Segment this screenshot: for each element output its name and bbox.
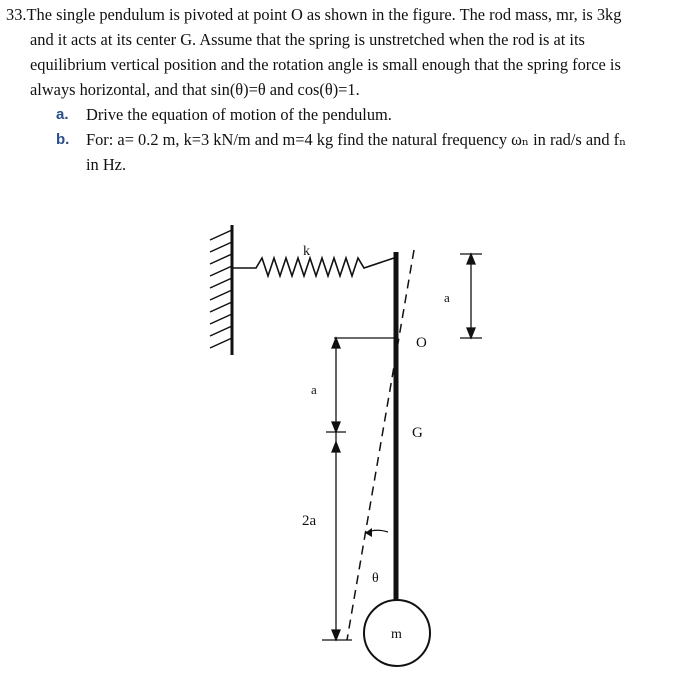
label-spring-k: k (303, 244, 310, 259)
label-pivot-O: O (416, 335, 427, 351)
problem-line-1: The single pendulum is pivoted at point O as shown in the figure. The rod mass, mr, is 3kg (26, 5, 622, 24)
dimension-a-right (460, 254, 482, 338)
problem-line-3: equilibrium vertical position and the rotation angle is small enough that the spring force is (30, 55, 621, 74)
dimension-a-left (326, 338, 346, 432)
part-b-text: For: a= 0.2 m, k=3 kN/m and m=4 kg find the natural frequency ωₙ in rad/s and fₙ (86, 130, 627, 149)
label-center-G: G (412, 425, 423, 441)
label-a-left: a (311, 382, 317, 397)
displaced-rod-dashed (347, 250, 414, 640)
wall (210, 225, 232, 355)
part-b-marker: b. (56, 131, 70, 148)
part-a-marker: a. (56, 106, 69, 123)
part-b-text-continued: in Hz. (86, 155, 127, 174)
problem-number: 33. (6, 5, 27, 24)
problem-line-2: and it acts at its center G. Assume that the spring is unstretched when the rod is at its (30, 30, 585, 49)
label-2a: 2a (302, 513, 317, 529)
angle-theta-arc (365, 528, 388, 537)
label-theta: θ (372, 571, 379, 586)
problem-line-4: always horizontal, and that sin(θ)=θ and cos(θ)=1. (30, 80, 360, 99)
dimension-2a (322, 432, 352, 640)
spring (232, 258, 394, 276)
label-a-right: a (444, 290, 450, 305)
label-mass-m: m (391, 627, 402, 642)
part-a-text: Drive the equation of motion of the pendulum. (86, 105, 392, 124)
